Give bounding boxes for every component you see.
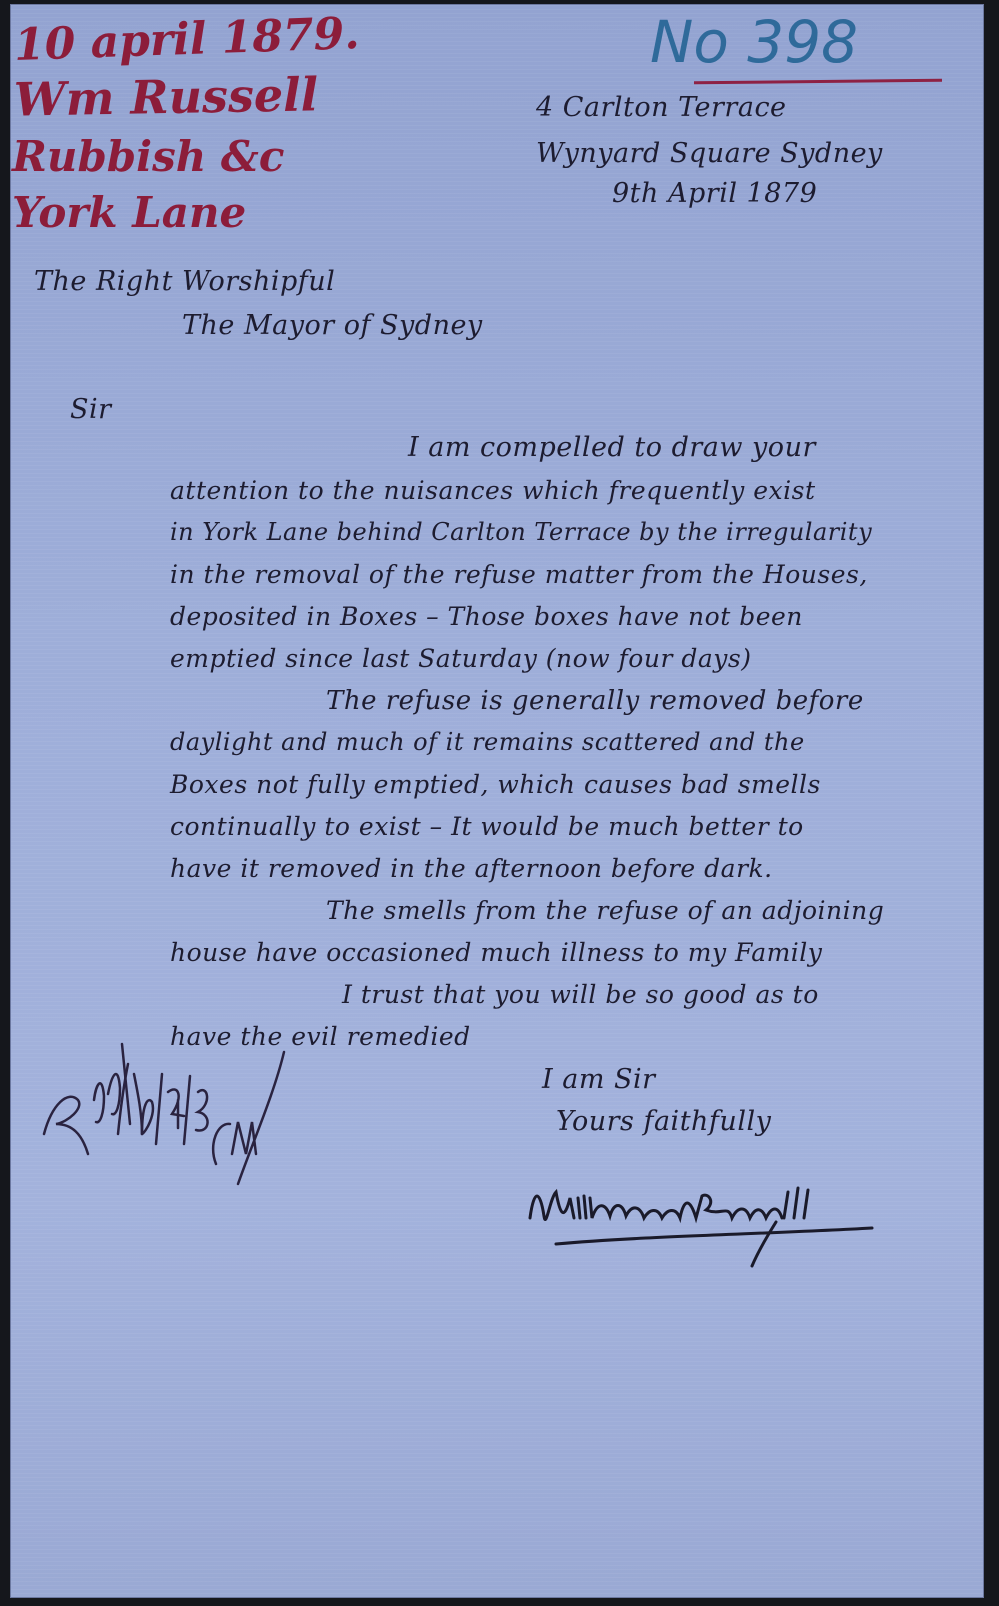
docket-subject-location: York Lane [12, 188, 247, 237]
body-line: emptied since last Saturday (now four days) [170, 644, 752, 673]
body-line: I am compelled to draw your [408, 432, 816, 463]
addressee-line-2: The Mayor of Sydney [182, 310, 483, 341]
address-line-1: 4 Carlton Terrace [536, 92, 787, 123]
signature [526, 1178, 906, 1268]
body-line: Boxes not fully emptied, which causes bad smells [170, 770, 821, 799]
body-line: I trust that you will be so good as to [342, 980, 819, 1009]
body-line: attention to the nuisances which frequently exist [170, 476, 816, 505]
body-line: house have occasioned much illness to my Family [170, 938, 823, 967]
document-number-underline [694, 79, 942, 85]
letter-date: 9th April 1879 [612, 178, 818, 209]
docket-name: Wm Russell [13, 67, 319, 127]
body-line: in the removal of the refuse matter from the Houses, [170, 560, 868, 589]
reply-annotation [38, 1004, 318, 1234]
salutation: Sir [70, 394, 112, 425]
body-line: have the evil remedied [170, 1022, 471, 1051]
address-line-2: Wynyard Square Sydney [536, 138, 883, 169]
document-number: No 398 [650, 8, 859, 76]
closing-line-1: I am Sir [542, 1064, 656, 1095]
docket-date: 10 april 1879. [13, 7, 361, 72]
body-line: have it removed in the afternoon before dark. [170, 854, 773, 883]
closing-line-2: Yours faithfully [556, 1106, 772, 1137]
body-line: The refuse is generally removed before [326, 686, 864, 716]
body-line: daylight and much of it remains scattered and the [170, 728, 805, 756]
body-line: deposited in Boxes – Those boxes have not been [170, 602, 803, 631]
body-line: continually to exist – It would be much better to [170, 812, 804, 841]
letter-page [10, 4, 984, 1598]
body-line: in York Lane behind Carlton Terrace by the irregularity [170, 518, 873, 546]
addressee-line-1: The Right Worshipful [34, 266, 336, 297]
body-line: The smells from the refuse of an adjoining [326, 896, 885, 925]
docket-subject: Rubbish &c [12, 132, 285, 181]
